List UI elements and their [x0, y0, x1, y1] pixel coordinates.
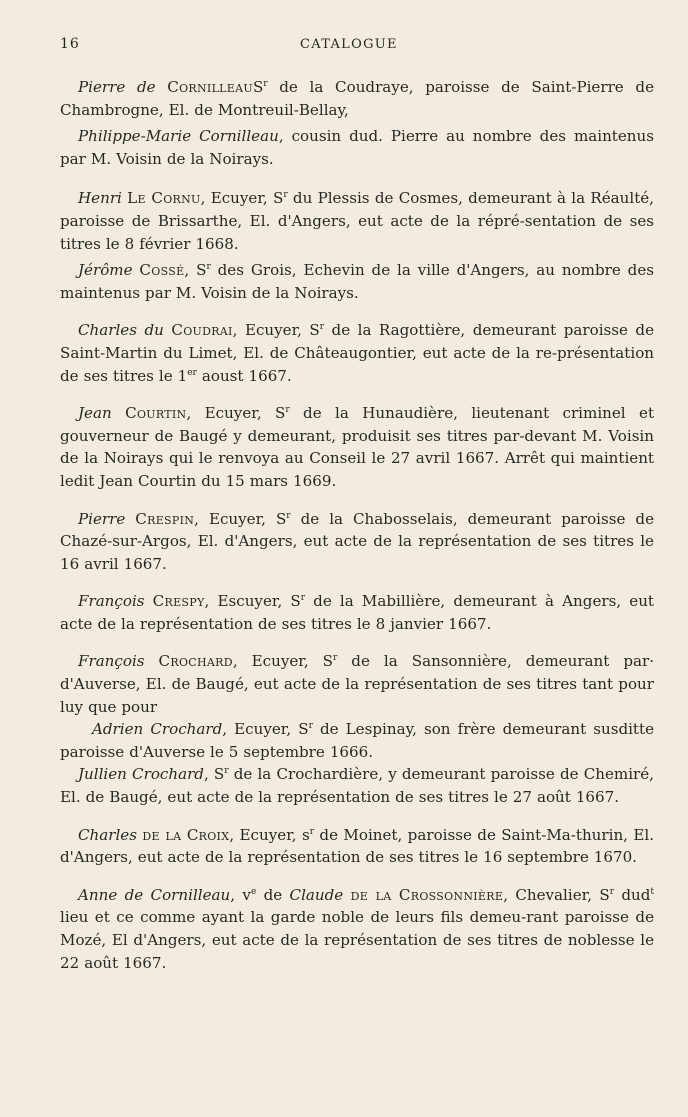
entry-surname: Le Cornu [127, 189, 201, 208]
entry-surname: Croix [186, 825, 230, 844]
entry-surname: Cornilleau [167, 78, 253, 96]
entry-text: de la Hunaudière, lieutenant criminel et gouverneur de Baugé y demeurant, produisit ses titres par-devant M. Voisin de la Noirays qui le renvoya au Conseil le 27 avril 1667. Arrêt qui maintient ledit Jean Courtin du 15 mars 1669. [60, 404, 655, 490]
entry-surname: Coudrai [171, 321, 233, 340]
entry-prefix: , Ecuyer, S [232, 652, 333, 671]
entry-charles-de-la-croix [60, 824, 654, 869]
entry-text-sup: r [609, 886, 614, 897]
entry-jerome-cosse [60, 259, 654, 304]
entry-name: Henri [78, 189, 122, 208]
entry-text-mid: de [256, 885, 290, 904]
page-number: 16 [60, 36, 80, 52]
catalogue-entries [60, 76, 654, 974]
entry-date-sup: er [187, 367, 197, 378]
entry-name: François [78, 592, 145, 611]
entry-prefix: , Escuyer, S [204, 592, 301, 611]
entry-text: de la Mabillière, demeurant à Angers, eut acte de la représentation de ses titres le 8 janvier 1667. [60, 592, 654, 633]
entry-text-2-sup: t [650, 886, 655, 897]
entry-name: Philippe-Marie Cornilleau [78, 127, 279, 146]
entry-jullien-crochard [60, 763, 654, 808]
entry-text: du Plessis de Cosmes, demeurant à la Réaulté, paroisse de Brissarthe, El. d'Angers, eut acte de la répré-sentation de ses titres le 8 février 1668. [60, 189, 655, 253]
entry-name: Jullien Crochard [78, 765, 204, 784]
entry-name: Anne de Cornilleau [78, 885, 231, 904]
entry-philippe-marie-cornilleau [60, 125, 654, 170]
entry-text-3: lieu et ce comme ayant la garde noble de leurs fils demeu-rant paroisse de Mozé, El d'Angers, eut acte de la représentation de ses titres de noblesse le 22 août 1667. [60, 908, 654, 972]
entry-anne-de-cornilleau [60, 884, 654, 974]
entry-sup: r [300, 593, 306, 604]
entry-prefix: , S [184, 261, 207, 280]
entry-name: Pierre de [78, 78, 156, 96]
entry-prefix: , Ecuyer, S [194, 509, 287, 528]
entry-title-sup: r [263, 78, 268, 89]
entry-surname: Crochard [158, 652, 233, 671]
entry-prefix: , Ecuyer, S [186, 404, 286, 423]
entry-surname: Crespin [135, 509, 195, 528]
entry-surname: Crespy [152, 592, 205, 611]
entry-charles-du-coudrai [60, 319, 654, 387]
entry-jean-courtin [60, 402, 654, 492]
entry-francois-crochard [60, 650, 654, 718]
entry-prefix: , S [203, 765, 225, 784]
entry-text: de la Chabosselais, demeurant paroisse de Chazé-sur-Argos, El. d'Angers, eut acte de la représentation de ses titres le 16 avril 1667. [60, 509, 655, 573]
entry-spouse-surname: Crossonnière [398, 885, 504, 904]
entry-name: Jean [78, 404, 112, 423]
entry-sup: r [285, 405, 290, 416]
entry-sup: r [309, 826, 315, 837]
entry-francois-crespy [60, 590, 654, 635]
entry-henri-le-cornu [60, 187, 654, 255]
entry-prefix: , Ecuyer, s [229, 825, 310, 844]
entry-surname: Cossé [139, 261, 185, 280]
entry-name: Charles du [78, 321, 164, 340]
entry-spouse-surname-prefix: de la [350, 885, 392, 904]
entry-sup: r [319, 322, 325, 333]
entry-name: Jérôme [78, 261, 133, 280]
entry-adrien-crochard [60, 718, 654, 763]
entry-text: , cousin dud. Pierre au nombre des maintenus par M. Voisin de la Noirays. [60, 127, 654, 168]
entry-name: François [78, 652, 145, 671]
entry-text: de la Sansonnière, demeurant par· d'Auverse, El. de Baugé, eut acte de la représentation de ses titres tant pour luy que pour [60, 652, 655, 716]
entry-pierre-crespin [60, 508, 654, 576]
entry-name: Adrien Crochard [92, 720, 223, 739]
entry-sup: e [250, 886, 257, 897]
entry-text-2: dud [614, 885, 651, 904]
entry-text: de la Coudraye, paroisse de Saint-Pierre de Chambrogne, El. de Montreuil-Bellay, [60, 78, 655, 119]
entry-title: S [252, 78, 264, 96]
entry-sup: r [283, 190, 288, 201]
entry-text: de la Crochardière, y demeurant paroisse de Chemiré, El. de Baugé, eut acte de la représentation de ses titres le 27 août 1667. [60, 765, 654, 807]
entry-sup: r [224, 766, 229, 777]
entry-text: de la Ragottière, demeurant paroisse de Saint-Martin du Limet, El. de Châteaugontier, eut acte de la re-présentation de ses titres le 1 [60, 321, 655, 385]
entry-pierre-de-cornilleau [60, 76, 654, 121]
entry-prefix: , v [230, 885, 251, 904]
entry-sup: r [206, 262, 211, 273]
entry-name: Charles [78, 825, 137, 844]
entry-prefix: , Ecuyer, S [200, 189, 284, 208]
entry-surname-prefix: de la [142, 825, 182, 844]
entry-text: de Moinet, paroisse de Saint-Ma-thurin, El. d'Angers, eut acte de la représentation de ses titres le 16 septembre 1670. [60, 825, 655, 867]
entry-name: Pierre [78, 509, 126, 528]
entry-prefix: , Ecuyer, S [232, 321, 320, 340]
entry-text-after: aoust 1667. [196, 366, 292, 385]
entry-spouse: Claude [289, 885, 344, 904]
entry-text: , Chevalier, S [503, 885, 610, 904]
entry-sup: r [333, 653, 338, 664]
entry-sup: r [286, 510, 291, 521]
entry-prefix: , Ecuyer, S [222, 720, 309, 739]
entry-surname: Courtin [125, 404, 187, 423]
entry-sup: r [308, 721, 313, 732]
entry-text: des Grois, Echevin de la ville d'Angers, au nombre des maintenus par M. Voisin de la Noirays. [60, 261, 655, 302]
entry-text: de Lespinay, son frère demeurant susditte paroisse d'Auverse le 5 septembre 1666. [60, 720, 654, 761]
page-header [60, 30, 654, 58]
running-title: CATALOGUE [300, 37, 398, 52]
